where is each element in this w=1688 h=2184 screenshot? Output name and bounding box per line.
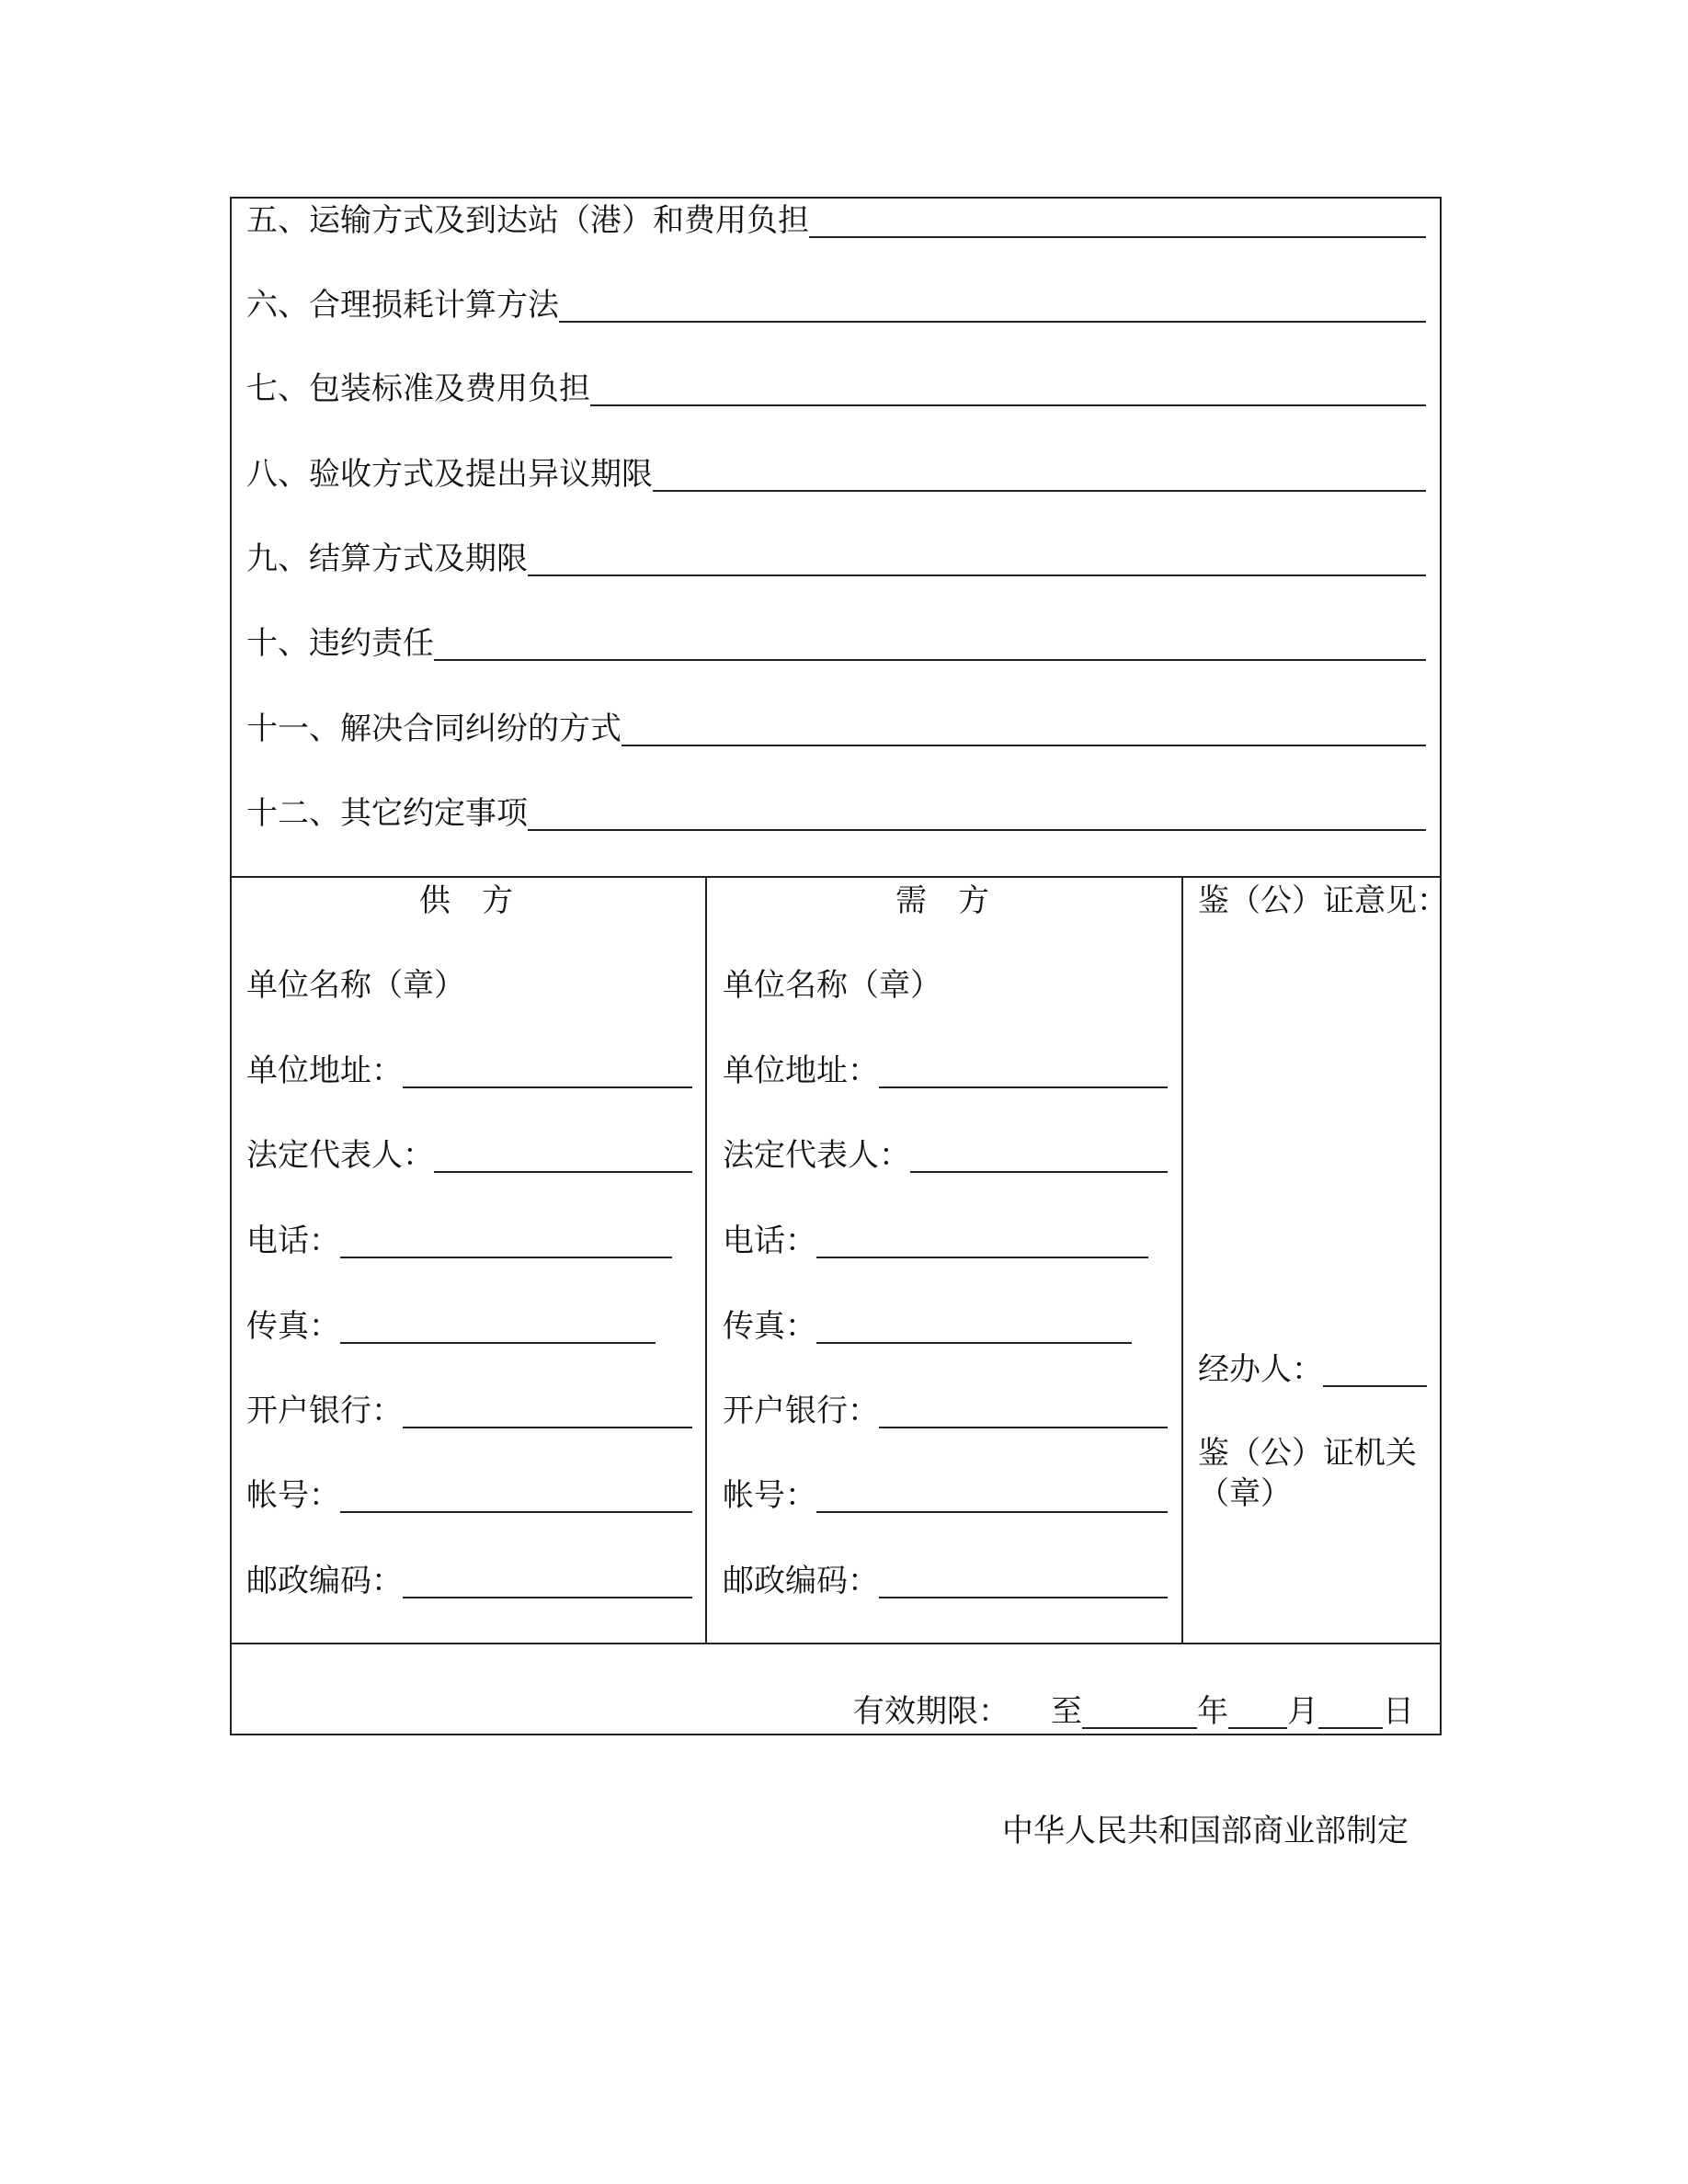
blank-line[interactable] xyxy=(809,199,1426,238)
month-blank[interactable] xyxy=(1228,1692,1287,1729)
blank-line[interactable] xyxy=(653,453,1426,492)
blank-line[interactable] xyxy=(403,1560,692,1598)
notary-handler-field[interactable]: 经办人： xyxy=(1198,1348,1427,1391)
blank-line[interactable] xyxy=(434,1134,692,1173)
validity-month: 月 xyxy=(1287,1693,1318,1730)
clause-6[interactable]: 六、合理损耗计算方法 xyxy=(246,284,1426,326)
blank-line[interactable] xyxy=(879,1390,1168,1428)
validity-period xyxy=(853,1690,1414,1733)
blank-line[interactable] xyxy=(528,792,1426,831)
blank-line[interactable] xyxy=(622,708,1426,746)
supplier-heading: 供 方 xyxy=(419,882,513,919)
notary-opinion-label: 鉴（公）证意见： xyxy=(1198,882,1448,919)
clause-9[interactable]: 九、结算方式及期限 xyxy=(246,538,1426,580)
blank-line[interactable] xyxy=(1323,1348,1427,1387)
blank-line[interactable] xyxy=(879,1560,1168,1598)
buyer-account-field[interactable]: 帐号： xyxy=(723,1474,1168,1517)
clause-11[interactable]: 十一、解决合同纠纷的方式 xyxy=(246,708,1426,750)
validity-year: 年 xyxy=(1197,1693,1228,1730)
day-blank[interactable] xyxy=(1318,1692,1383,1729)
blank-line[interactable] xyxy=(590,368,1426,406)
buyer-bank-field[interactable]: 开户银行： xyxy=(723,1390,1168,1432)
blank-line[interactable] xyxy=(403,1390,692,1428)
supplier-name-label: 单位名称（章） xyxy=(246,967,465,1004)
blank-line[interactable] xyxy=(403,1050,692,1088)
divider xyxy=(705,876,707,1644)
buyer-fax-field[interactable]: 传真： xyxy=(723,1305,1132,1348)
supplier-account-field[interactable]: 帐号： xyxy=(246,1474,692,1517)
validity-label: 有效期限： xyxy=(853,1693,1009,1730)
blank-line[interactable] xyxy=(816,1474,1168,1513)
clause-10[interactable]: 十、违约责任 xyxy=(246,622,1426,665)
clause-12[interactable]: 十二、其它约定事项 xyxy=(246,792,1426,835)
divider xyxy=(1181,876,1183,1644)
divider xyxy=(230,1643,1442,1644)
notary-authority-label: 鉴（公）证机关 xyxy=(1198,1435,1417,1472)
buyer-phone-field[interactable]: 电话： xyxy=(723,1220,1148,1262)
blank-line[interactable] xyxy=(879,1050,1168,1088)
notary-seal-label: （章） xyxy=(1198,1475,1292,1512)
divider xyxy=(230,876,1442,878)
blank-line[interactable] xyxy=(816,1305,1132,1344)
blank-line[interactable] xyxy=(816,1220,1148,1258)
clause-7[interactable]: 七、包装标准及费用负担 xyxy=(246,368,1426,410)
clause-5[interactable]: 五、运输方式及到达站（港）和费用负担 xyxy=(246,199,1426,242)
blank-line[interactable] xyxy=(910,1134,1168,1173)
supplier-bank-field[interactable]: 开户银行： xyxy=(246,1390,692,1432)
buyer-address-field[interactable]: 单位地址： xyxy=(723,1050,1168,1092)
supplier-legal-rep-field[interactable]: 法定代表人： xyxy=(246,1134,692,1177)
footer-issuer: 中华人民共和国部商业部制定 xyxy=(1002,1813,1409,1849)
blank-line[interactable] xyxy=(559,284,1426,323)
buyer-name-label: 单位名称（章） xyxy=(723,967,941,1004)
buyer-heading: 需 方 xyxy=(895,882,989,919)
buyer-postcode-field[interactable]: 邮政编码： xyxy=(723,1560,1168,1602)
clause-8[interactable]: 八、验收方式及提出异议期限 xyxy=(246,453,1426,495)
blank-line[interactable] xyxy=(434,622,1426,661)
supplier-postcode-field[interactable]: 邮政编码： xyxy=(246,1560,692,1602)
year-blank[interactable] xyxy=(1082,1692,1197,1729)
supplier-address-field[interactable]: 单位地址： xyxy=(246,1050,692,1092)
blank-line[interactable] xyxy=(528,538,1426,576)
supplier-fax-field[interactable]: 传真： xyxy=(246,1305,656,1348)
buyer-legal-rep-field[interactable]: 法定代表人： xyxy=(723,1134,1168,1177)
blank-line[interactable] xyxy=(340,1474,692,1513)
validity-day: 日 xyxy=(1383,1693,1414,1730)
supplier-phone-field[interactable]: 电话： xyxy=(246,1220,672,1262)
blank-line[interactable] xyxy=(340,1220,672,1258)
blank-line[interactable] xyxy=(340,1305,656,1344)
validity-to: 至 xyxy=(1051,1693,1082,1730)
